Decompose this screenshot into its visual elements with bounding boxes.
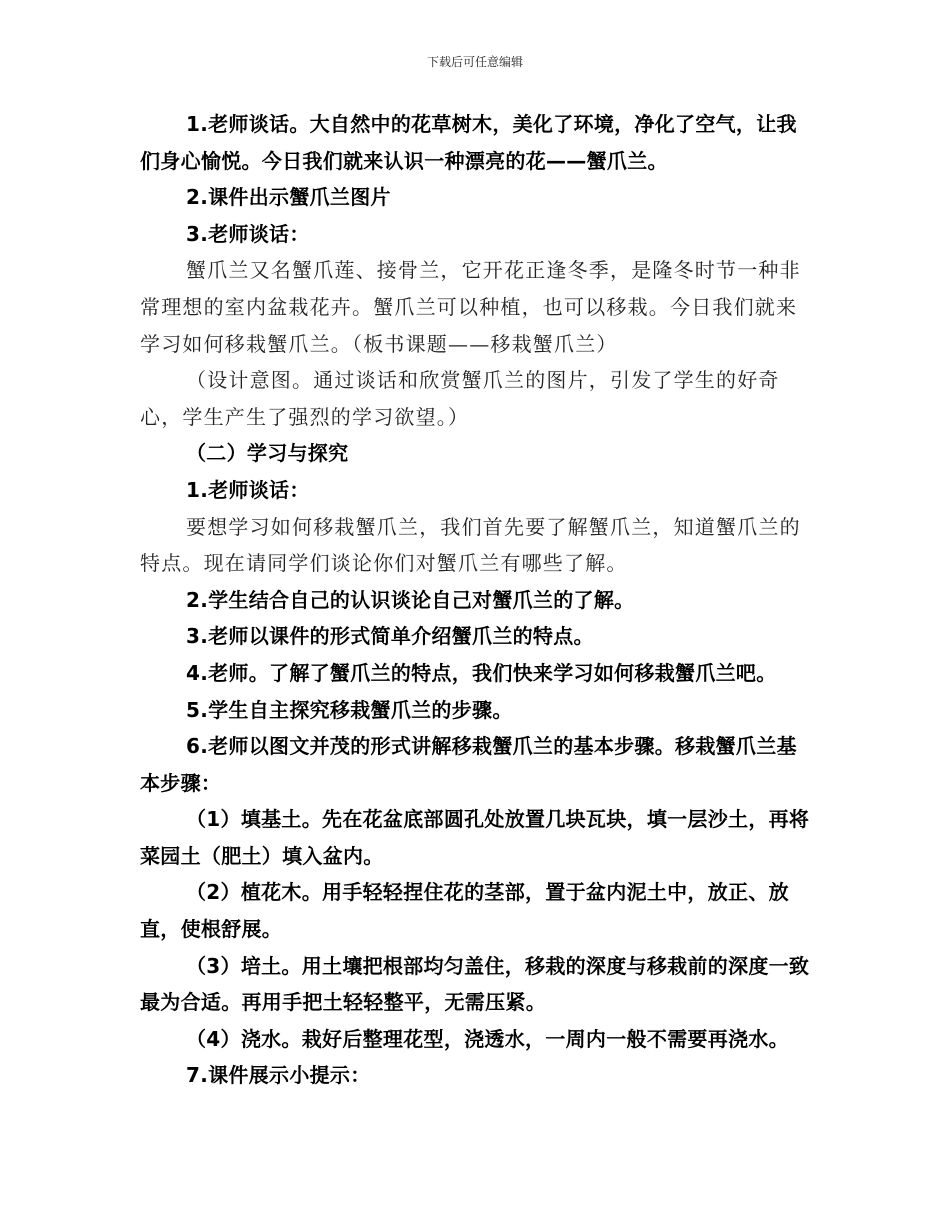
step-water: （4）浇水。栽好后整理花型，浇透水，一周内一般不需要再浇水。 bbox=[186, 1026, 789, 1051]
page-header: 下载后可任意编辑 bbox=[426, 55, 523, 69]
step-fill-soil: （1）填基土。先在花盆底部圆孔处放置几块瓦块，填一层沙土，再将菜园土（肥土）填入盆内。 bbox=[140, 807, 810, 868]
step-plant: （2）植花木。用手轻轻捏住花的茎部，置于盆内泥土中，放正、放直，使根舒展。 bbox=[140, 880, 789, 942]
section-heading-learn-explore: （二）学习与探究 bbox=[186, 441, 349, 466]
paragraph-show-picture: 2.课件出示蟹爪兰图片 bbox=[186, 185, 391, 210]
paragraph-design-intent: （设计意图。通过谈话和欣赏蟹爪兰的图片，引发了学生的好奇心，学生产生了强烈的学习欲望。） bbox=[140, 368, 780, 429]
paragraph-teacher-talk-intro: 1.老师谈话。大自然中的花草树木，美化了环境，净化了空气，让我们身心愉悦。今日我们就来认识一种漂亮的花——蟹爪兰。 bbox=[140, 112, 797, 173]
paragraph-teacher-talk-1: 1.老师谈话： bbox=[186, 477, 310, 502]
paragraph-students-discuss: 2.学生结合自己的认识谈论自己对蟹爪兰的了解。 bbox=[186, 587, 635, 612]
paragraph-understand-features: 要想学习如何移栽蟹爪兰，我们首先要了解蟹爪兰，知道蟹爪兰的特点。现在请同学们谈论你们对蟹爪兰有哪些了解。 bbox=[140, 514, 801, 576]
paragraph-intro-crab-cactus: 蟹爪兰又名蟹爪莲、接骨兰，它开花正逢冬季，是隆冬时节一种非常理想的室内盆栽花卉。蟹爪兰可以种植，也可以移栽。今日我们就来学习如何移栽蟹爪兰。（板书课题——移栽蟹爪兰） bbox=[140, 258, 801, 356]
paragraph-courseware-tips: 7.课件展示小提示： bbox=[186, 1063, 371, 1088]
paragraph-teacher-explain-steps: 6.老师以图文并茂的形式讲解移栽蟹爪兰的基本步骤。移栽蟹爪兰基本步骤： bbox=[140, 734, 797, 795]
paragraph-courseware-intro: 3.老师以课件的形式简单介绍蟹爪兰的特点。 bbox=[186, 624, 594, 649]
paragraph-teacher-4: 4.老师。了解了蟹爪兰的特点，我们快来学习如何移栽蟹爪兰吧。 bbox=[186, 660, 777, 685]
paragraph-student-explore: 5.学生自主探究移栽蟹爪兰的步骤。 bbox=[186, 697, 513, 722]
document-body bbox=[140, 106, 812, 1094]
step-cover-soil: （3）培土。用土壤把根部均匀盖住，移栽的深度与移栽前的深度一致最为合适。再用手把土轻轻整平，无需压紧。 bbox=[140, 953, 810, 1015]
paragraph-teacher-talk-3: 3.老师谈话： bbox=[186, 221, 310, 246]
